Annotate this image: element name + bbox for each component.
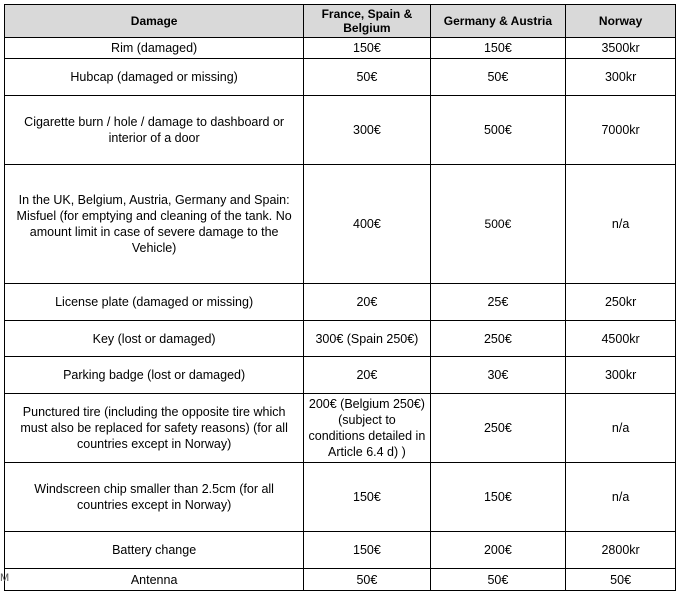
damage-cell: Punctured tire (including the opposite tire which must also be replaced for safety reasons) (for all countries except in Norway) xyxy=(5,394,304,463)
fee-cell: 150€ xyxy=(304,463,430,532)
header-germany-austria: Germany & Austria xyxy=(430,5,566,38)
fee-cell: 50€ xyxy=(304,569,430,591)
fee-cell: n/a xyxy=(566,394,676,463)
fee-cell: 3500kr xyxy=(566,38,676,59)
fee-cell: 25€ xyxy=(430,284,566,321)
table-row xyxy=(5,463,676,532)
damage-cell: Cigarette burn / hole / damage to dashboard or interior of a door xyxy=(5,96,304,165)
damage-cell: Parking badge (lost or damaged) xyxy=(5,357,304,394)
damage-cell: Rim (damaged) xyxy=(5,38,304,59)
fee-cell: 50€ xyxy=(430,59,566,96)
fee-cell: 150€ xyxy=(430,463,566,532)
fee-cell: 300kr xyxy=(566,59,676,96)
fee-cell: 300€ (Spain 250€) xyxy=(304,321,430,357)
fee-cell: 500€ xyxy=(430,96,566,165)
header-france-spain-belgium: France, Spain & Belgium xyxy=(304,5,430,38)
damage-cell: License plate (damaged or missing) xyxy=(5,284,304,321)
table-row xyxy=(5,38,676,59)
header-damage: Damage xyxy=(5,5,304,38)
damage-cell: Key (lost or damaged) xyxy=(5,321,304,357)
table-row xyxy=(5,394,676,463)
fee-cell: 500€ xyxy=(430,165,566,284)
fee-cell: 200€ xyxy=(430,532,566,569)
edge-mark: M xyxy=(0,572,10,584)
fee-cell: 50€ xyxy=(430,569,566,591)
fee-cell: 250kr xyxy=(566,284,676,321)
damage-cell: Hubcap (damaged or missing) xyxy=(5,59,304,96)
fee-cell: 250€ xyxy=(430,321,566,357)
table-row xyxy=(5,321,676,357)
fee-cell: 200€ (Belgium 250€) (subject to conditions detailed in Article 6.4 d) ) xyxy=(304,394,430,463)
fee-cell: 250€ xyxy=(430,394,566,463)
header-norway: Norway xyxy=(566,5,676,38)
table-row xyxy=(5,59,676,96)
header-row xyxy=(5,5,676,38)
fee-cell: 50€ xyxy=(566,569,676,591)
fee-cell: 150€ xyxy=(304,532,430,569)
damage-fee-table xyxy=(4,4,676,591)
fee-cell: n/a xyxy=(566,463,676,532)
damage-cell: Battery change xyxy=(5,532,304,569)
table-row xyxy=(5,284,676,321)
fee-cell: 150€ xyxy=(430,38,566,59)
fee-cell: 150€ xyxy=(304,38,430,59)
damage-cell: In the UK, Belgium, Austria, Germany and Spain: Misfuel (for emptying and cleaning of the tank. No amount limit in case of severe damage to the Vehicle) xyxy=(5,165,304,284)
fee-cell: 20€ xyxy=(304,284,430,321)
fee-cell: 20€ xyxy=(304,357,430,394)
fee-cell: 300kr xyxy=(566,357,676,394)
fee-cell: 300€ xyxy=(304,96,430,165)
table-row xyxy=(5,165,676,284)
fee-cell: 50€ xyxy=(304,59,430,96)
table-row xyxy=(5,569,676,591)
fee-cell: 30€ xyxy=(430,357,566,394)
fee-cell: 400€ xyxy=(304,165,430,284)
fee-cell: 2800kr xyxy=(566,532,676,569)
damage-cell: Windscreen chip smaller than 2.5cm (for all countries except in Norway) xyxy=(5,463,304,532)
fee-cell: 7000kr xyxy=(566,96,676,165)
table-row xyxy=(5,96,676,165)
fee-cell: 4500kr xyxy=(566,321,676,357)
fee-cell: n/a xyxy=(566,165,676,284)
table-row xyxy=(5,532,676,569)
table-row xyxy=(5,357,676,394)
damage-cell: Antenna xyxy=(5,569,304,591)
